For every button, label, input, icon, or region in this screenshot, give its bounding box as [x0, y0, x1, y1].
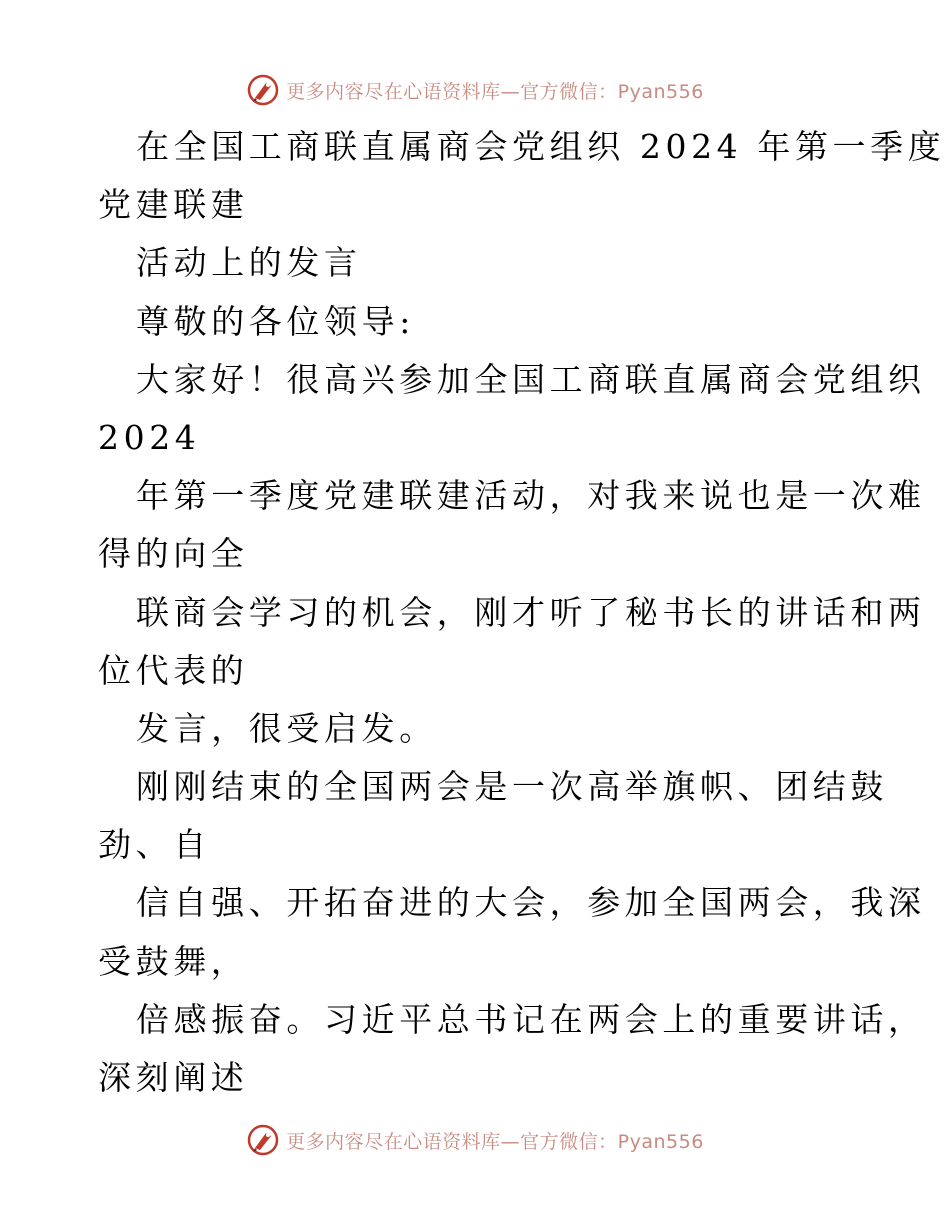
text-line: 劲、自: [98, 825, 211, 865]
text-line: 2024: [98, 417, 201, 457]
pen-seal-logo-icon: [246, 73, 280, 107]
text-line: 党建联建: [98, 185, 249, 225]
watermark-text: 更多内容尽在心语资料库—官方微信：Pyan556: [286, 1130, 704, 1153]
footer-watermark: [0, 1120, 950, 1160]
text-line: 倍感振奋。习近平总书记在两会上的重要讲话，: [136, 999, 926, 1039]
text-line: 活动上的发言: [136, 243, 362, 283]
text-line: 发言，很受启发。: [136, 708, 437, 748]
text-line: 尊敬的各位领导:: [136, 301, 415, 341]
header-watermark: [0, 70, 950, 110]
text-line: 大家好！很高兴参加全国工商联直属商会党组织: [136, 359, 926, 399]
text-line: 在全国工商联直属商会党组织 2024 年第一季度: [136, 127, 946, 166]
text-line: 联商会学习的机会，刚才听了秘书长的讲话和两: [136, 592, 926, 632]
watermark-text: 更多内容尽在心语资料库—官方微信：Pyan556: [286, 80, 704, 103]
document-body: [98, 118, 946, 1107]
text-line: 深刻阐述: [98, 1058, 249, 1097]
text-line: 刚刚结束的全国两会是一次高举旗帜、团结鼓: [136, 767, 888, 807]
text-line: 受鼓舞，: [98, 941, 249, 981]
text-line: 信自强、开拓奋进的大会，参加全国两会，我深: [136, 883, 926, 923]
text-line: 位代表的: [98, 650, 249, 690]
text-line: 得的向全: [98, 534, 249, 574]
pen-seal-logo-icon: [246, 1123, 280, 1157]
text-line: 年第一季度党建联建活动，对我来说也是一次难: [136, 476, 926, 516]
